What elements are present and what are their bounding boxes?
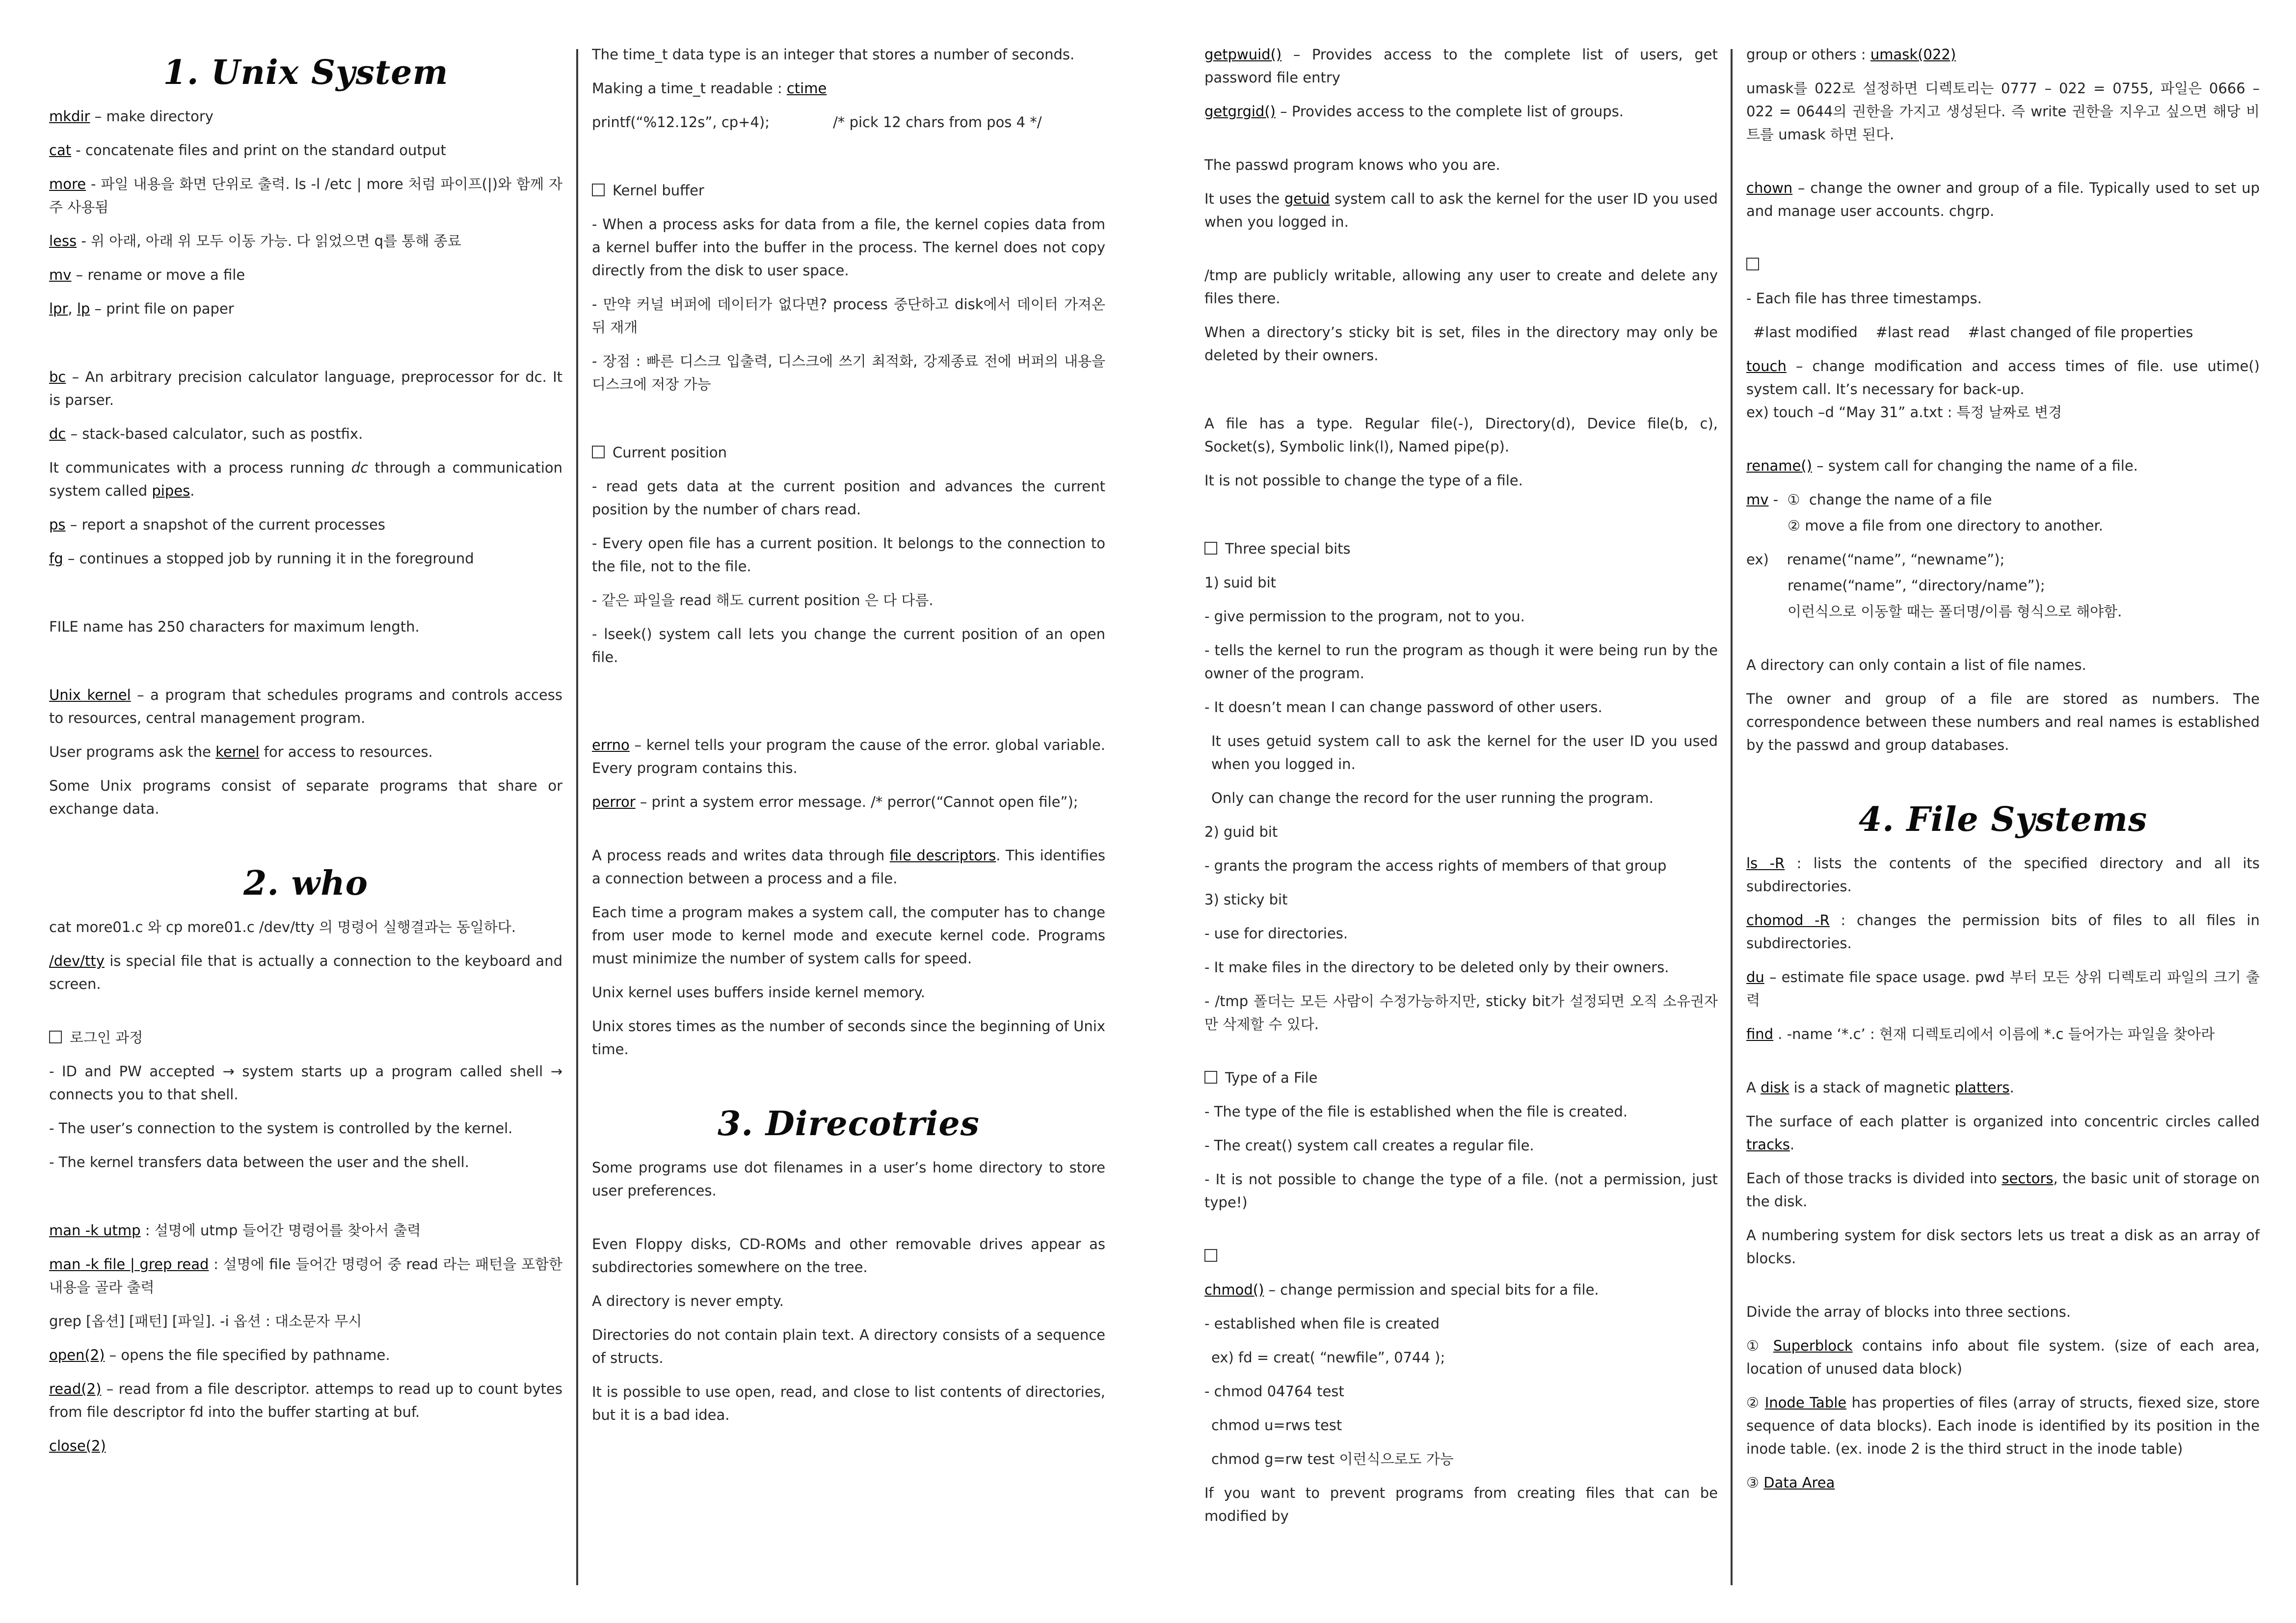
numbering-note: A numbering system for disk sectors lets us treat a disk as an array of blocks. [1746, 1227, 2260, 1267]
man-grep-entry: man -k file | grep read : 설명에 file 들어간 명령어 중 read 라는 패턴을 포함한 내용을 골라 출력 [49, 1256, 562, 1296]
data-area-entry: ③ Data Area [1746, 1474, 1835, 1491]
login-step-1: - ID and PW accepted → system starts up a program called shell → connects you to that shell. [49, 1063, 562, 1103]
never-empty-note: A directory is never empty. [592, 1293, 784, 1309]
suid-5: Only can change the record for the user running the program. [1211, 790, 1654, 806]
timestamps-heading [1746, 253, 2260, 276]
sticky-3: - /tmp 폴더는 모든 사람이 수정가능하지만, sticky bit가 설정되면 오직 소유권자만 삭제할 수 있다. [1204, 993, 1718, 1033]
sectors-note: Each of those tracks is divided into sectors, the basic unit of storage on the disk. [1746, 1170, 2260, 1210]
tmp-note: /tmp are publicly writable, allowing any user to create and delete any files there. [1204, 267, 1718, 307]
section-title-unix-system: 1. Unix System [163, 53, 449, 92]
devtty-entry: /dev/tty is special file that is actually a connection to the keyboard and screen. [49, 953, 562, 992]
timestamps-1: - Each file has three timestamps. [1746, 290, 1982, 307]
ls-r-entry: ls -R : lists the contents of the specified directory and all its subdirectories. [1746, 855, 2260, 895]
user-programs-note: User programs ask the kernel for access to resources. [49, 744, 433, 760]
file-descriptors-note: A process reads and writes data through file descriptors. This identifies a connection between a process and a file. [592, 847, 1105, 887]
section-title-who: 2. who [243, 864, 368, 903]
checkbox-icon [1746, 258, 1759, 270]
type-of-file-heading: Type of a File [1204, 1066, 1718, 1090]
type-2: - The creat() system call creates a regular file. [1204, 1137, 1534, 1154]
section-title-directories: 3. Direcotries [718, 1104, 980, 1144]
dc-entry: dc – stack-based calculator, such as postfix. [49, 426, 363, 442]
file-type-note: A file has a type. Regular file(-), Directory(d), Device file(b, c), Socket(s), Symbolic link(l), Named pipe(p). [1204, 415, 1718, 455]
system-call-note: Each time a program makes a system call, the computer has to change from user mode to kernel mode and execute kernel code. Programs must minimize the number of system calls for speed. [592, 904, 1105, 967]
kernel-buffer-heading: Kernel buffer [592, 179, 1105, 202]
touch-entry: touch – change modification and access times of file. use utime() system call. It’s necessary for back-up. [1746, 358, 2260, 398]
special-bits-heading: Three special bits [1204, 537, 1718, 560]
floppy-note: Even Floppy disks, CD-ROMs and other removable drives appear as subdirectories somewhere on the tree. [592, 1236, 1105, 1276]
column-2 [592, 43, 1105, 1594]
filename-note: FILE name has 250 characters for maximum length. [49, 618, 420, 635]
mv-entry: mv – rename or move a file [49, 266, 245, 283]
getgrgid-entry: getgrgid() – Provides access to the complete list of groups. [1204, 103, 1624, 120]
printf-example: printf(“%12.12s”, cp+4); /* pick 12 chars from pos 4 */ [592, 114, 1042, 131]
buffers-note: Unix kernel uses buffers inside kernel memory. [592, 984, 925, 1001]
login-step-3: - The kernel transfers data between the user and the shell. [49, 1154, 469, 1171]
sticky-heading: 3) sticky bit [1204, 891, 1288, 908]
type-1: - The type of the file is established when the file is created. [1204, 1103, 1628, 1120]
kernel-buffer-3: - 장점 : 빠른 디스크 입출력, 디스크에 쓰기 최적화, 강제종료 전에 버퍼의 내용을 디스크에 저장 가능 [592, 353, 1105, 393]
disk-note: A disk is a stack of magnetic platters. [1746, 1079, 2014, 1096]
checkbox-icon [592, 446, 605, 458]
du-entry: du – estimate file space usage. pwd 부터 모든 상위 디렉토리 파일의 크기 출력 [1746, 969, 2260, 1009]
suid-4: It uses getuid system call to ask the kernel for the user ID you used when you logged in. [1211, 733, 1718, 772]
some-unix-note: Some Unix programs consist of separate programs that share or exchange data. [49, 777, 562, 817]
empty-checkbox-heading [1204, 1245, 1718, 1268]
rename-example-3: 이런식으로 이동할 때는 폴더명/이름 형식으로 해야함. [1788, 603, 2122, 620]
current-position-heading: Current position [592, 441, 1105, 464]
find-entry: find . -name ‘*.c’ : 현재 디렉토리에서 이름에 *.c 들어가는 파일을 찾아라 [1746, 1026, 2215, 1042]
chmod-entry: chmod() – change permission and special bits for a file. [1204, 1281, 1599, 1298]
checkbox-icon [592, 184, 605, 196]
catmore-note: cat more01.c 와 cp more01.c /dev/tty 의 명령어 실행결과는 동일하다. [49, 919, 516, 935]
timestamps-2: #last modified #last read #last changed of file properties [1753, 324, 2193, 341]
divide-note: Divide the array of blocks into three sections. [1746, 1304, 2071, 1320]
owner-note: The owner and group of a file are stored as numbers. The correspondence between these numbers and real names is established by the passwd and group databases. [1746, 691, 2260, 753]
dirlist-note: A directory can only contain a list of file names. [1746, 657, 2086, 673]
section-title-file-systems: 4. File Systems [1858, 800, 2148, 839]
perror-entry: perror – print a system error message. /* perror(“Cannot open file”); [592, 794, 1078, 810]
chomod-entry: chomod -R : changes the permission bits of files to all files in subdirectories. [1746, 912, 2260, 952]
errno-entry: errno – kernel tells your program the cause of the error. global variable. Every program contains this. [592, 737, 1105, 776]
login-heading: 로그인 과정 [49, 1026, 562, 1049]
inode-table-entry: ② Inode Table has properties of files (array of structs, fiexed size, store sequence of data blocks). Each inode is identified by its position in the inode table. (ex. inode 2 is the third struct in the inode table) [1746, 1394, 2260, 1457]
touch-example: ex) touch –d “May 31” a.txt : 특정 날짜로 변경 [1746, 404, 2062, 421]
rename-example-2: rename(“name”, “directory/name”); [1788, 577, 2045, 594]
suid-heading: 1) suid bit [1204, 574, 1276, 591]
chmod-4: chmod u=rws test [1211, 1417, 1342, 1434]
sticky-note: When a directory’s sticky bit is set, files in the directory may only be deleted by their owners. [1204, 324, 1718, 364]
column-3 [1204, 43, 1718, 1594]
not-change-note: It is not possible to change the type of a file. [1204, 472, 1523, 489]
column-1 [49, 43, 562, 1594]
rename-entry: rename() – system call for changing the name of a file. [1746, 457, 2138, 474]
mv-move: ② move a file from one directory to another. [1788, 517, 2103, 534]
kernel-buffer-1: - When a process asks for data from a file, the kernel copies data from a kernel buffer into the buffer in the process. The kernel does not copy directly from the disk to user space. [592, 216, 1105, 279]
suid-1: - give permission to the program, not to you. [1204, 608, 1525, 625]
suid-2: - tells the kernel to run the program as though it were being run by the owner of the program. [1204, 642, 1718, 682]
grep-note: grep [옵션] [패턴] [파일]. -i 옵션 : 대소문자 무시 [49, 1313, 362, 1330]
plain-text-note: Directories do not contain plain text. A directory consists of a sequence of structs. [592, 1327, 1105, 1366]
open-read-note: It is possible to use open, read, and close to list contents of directories, but it is a bad idea. [592, 1384, 1105, 1423]
ctime-note: Making a time_t readable : ctime [592, 80, 827, 97]
checkbox-icon [49, 1031, 62, 1043]
open-entry: open(2) – opens the file specified by pathname. [49, 1347, 390, 1363]
prevent-note: If you want to prevent programs from creating files that can be modified by [1204, 1485, 1718, 1524]
column-4 [1746, 43, 2260, 1594]
getpwuid-entry: getpwuid() – Provides access to the complete list of users, get password file entry [1204, 46, 1718, 86]
sticky-1: - use for directories. [1204, 925, 1348, 942]
current-position-1: - read gets data at the current position and advances the current position by the number of chars read. [592, 478, 1105, 518]
umask-entry: group or others : umask(022) [1746, 46, 1956, 63]
current-position-2: - Every open file has a current position. It belongs to the connection to the file, not to the file. [592, 535, 1105, 575]
more-entry: more - 파일 내용을 화면 단위로 출력. ls -l /etc | more 처럼 파이프(|)와 함께 자주 사용됨 [49, 176, 562, 215]
less-entry: less - 위 아래, 아래 위 모두 이동 가능. 다 읽었으면 q를 통해 종료 [49, 233, 461, 249]
cat-entry: cat - concatenate files and print on the standard output [49, 142, 446, 159]
superblock-entry: ① Superblock contains info about file system. (size of each area, location of unused data block) [1746, 1337, 2260, 1377]
surface-note: The surface of each platter is organized into concentric circles called tracks. [1746, 1113, 2260, 1153]
chmod-1: - established when file is created [1204, 1315, 1440, 1332]
login-step-2: - The user’s connection to the system is controlled by the kernel. [49, 1120, 513, 1137]
column-divider-right [1731, 49, 1733, 1585]
man-utmp-entry: man -k utmp : 설명에 utmp 들어간 명령어를 찾아서 출력 [49, 1222, 421, 1239]
read-entry: read(2) – read from a file descriptor. attemps to read up to count bytes from file descriptor fd into the buffer starting at buf. [49, 1381, 562, 1420]
suid-3: - It doesn’t mean I can change password of other users. [1204, 699, 1602, 716]
chmod-2: ex) fd = creat( “newfile”, 0744 ); [1211, 1349, 1445, 1366]
guid-heading: 2) guid bit [1204, 824, 1278, 840]
times-note: Unix stores times as the number of seconds since the beginning of Unix time. [592, 1018, 1105, 1058]
sticky-2: - It make files in the directory to be deleted only by their owners. [1204, 959, 1669, 976]
rename-example-1: ex) rename(“name”, “newname”); [1746, 551, 2005, 568]
current-position-4: - lseek() system call lets you change the current position of an open file. [592, 626, 1105, 665]
bc-entry: bc – An arbitrary precision calculator language, preprocessor for dc. It is parser. [49, 369, 562, 408]
dc-communication: It communicates with a process running dc through a communication system called pipes. [49, 459, 562, 499]
getuid-note: It uses the getuid system call to ask the kernel for the user ID you used when you logged in. [1204, 190, 1718, 230]
column-divider-left [576, 49, 578, 1585]
unix-kernel-entry: Unix kernel – a program that schedules programs and controls access to resources, central management program. [49, 687, 562, 726]
kernel-buffer-2: - 만약 커널 버퍼에 데이터가 없다면? process 중단하고 disk에서 데이터 가져온 뒤 재개 [592, 296, 1105, 336]
chown-entry: chown – change the owner and group of a file. Typically used to set up and manage user accounts. chgrp. [1746, 180, 2260, 219]
umask-note: umask를 022로 설정하면 디렉토리는 0777 – 022 = 0755, 파일은 0666 – 022 = 0644의 권한을 가지고 생성된다. 즉 write 권한을 지우고 싶으면 해당 비트를 umask 하면 된다. [1746, 80, 2260, 143]
chmod-5: chmod g=rw test 이런식으로도 가능 [1211, 1451, 1454, 1467]
dotfiles-note: Some programs use dot filenames in a user’s home directory to store user preferences. [592, 1159, 1105, 1199]
checkbox-icon [1204, 1071, 1217, 1084]
checkbox-icon [1204, 1249, 1217, 1262]
ps-entry: ps – report a snapshot of the current processes [49, 516, 385, 533]
mv-entry: mv - ① change the name of a file [1746, 491, 1992, 508]
passwd-note: The passwd program knows who you are. [1204, 157, 1500, 173]
current-position-3: - 같은 파일을 read 해도 current position 은 다 다름. [592, 592, 934, 609]
lpr-entry: lpr, lp – print file on paper [49, 300, 234, 317]
timet-note: The time_t data type is an integer that stores a number of seconds. [592, 46, 1075, 63]
chmod-3: - chmod 04764 test [1204, 1383, 1344, 1400]
type-3: - It is not possible to change the type of a file. (not a permission, just type!) [1204, 1171, 1718, 1211]
close-entry: close(2) [49, 1437, 106, 1454]
fg-entry: fg – continues a stopped job by running it in the foreground [49, 550, 474, 567]
checkbox-icon [1204, 542, 1217, 555]
guid-1: - grants the program the access rights of members of that group [1204, 857, 1667, 874]
mkdir-entry: mkdir – make directory [49, 108, 214, 125]
